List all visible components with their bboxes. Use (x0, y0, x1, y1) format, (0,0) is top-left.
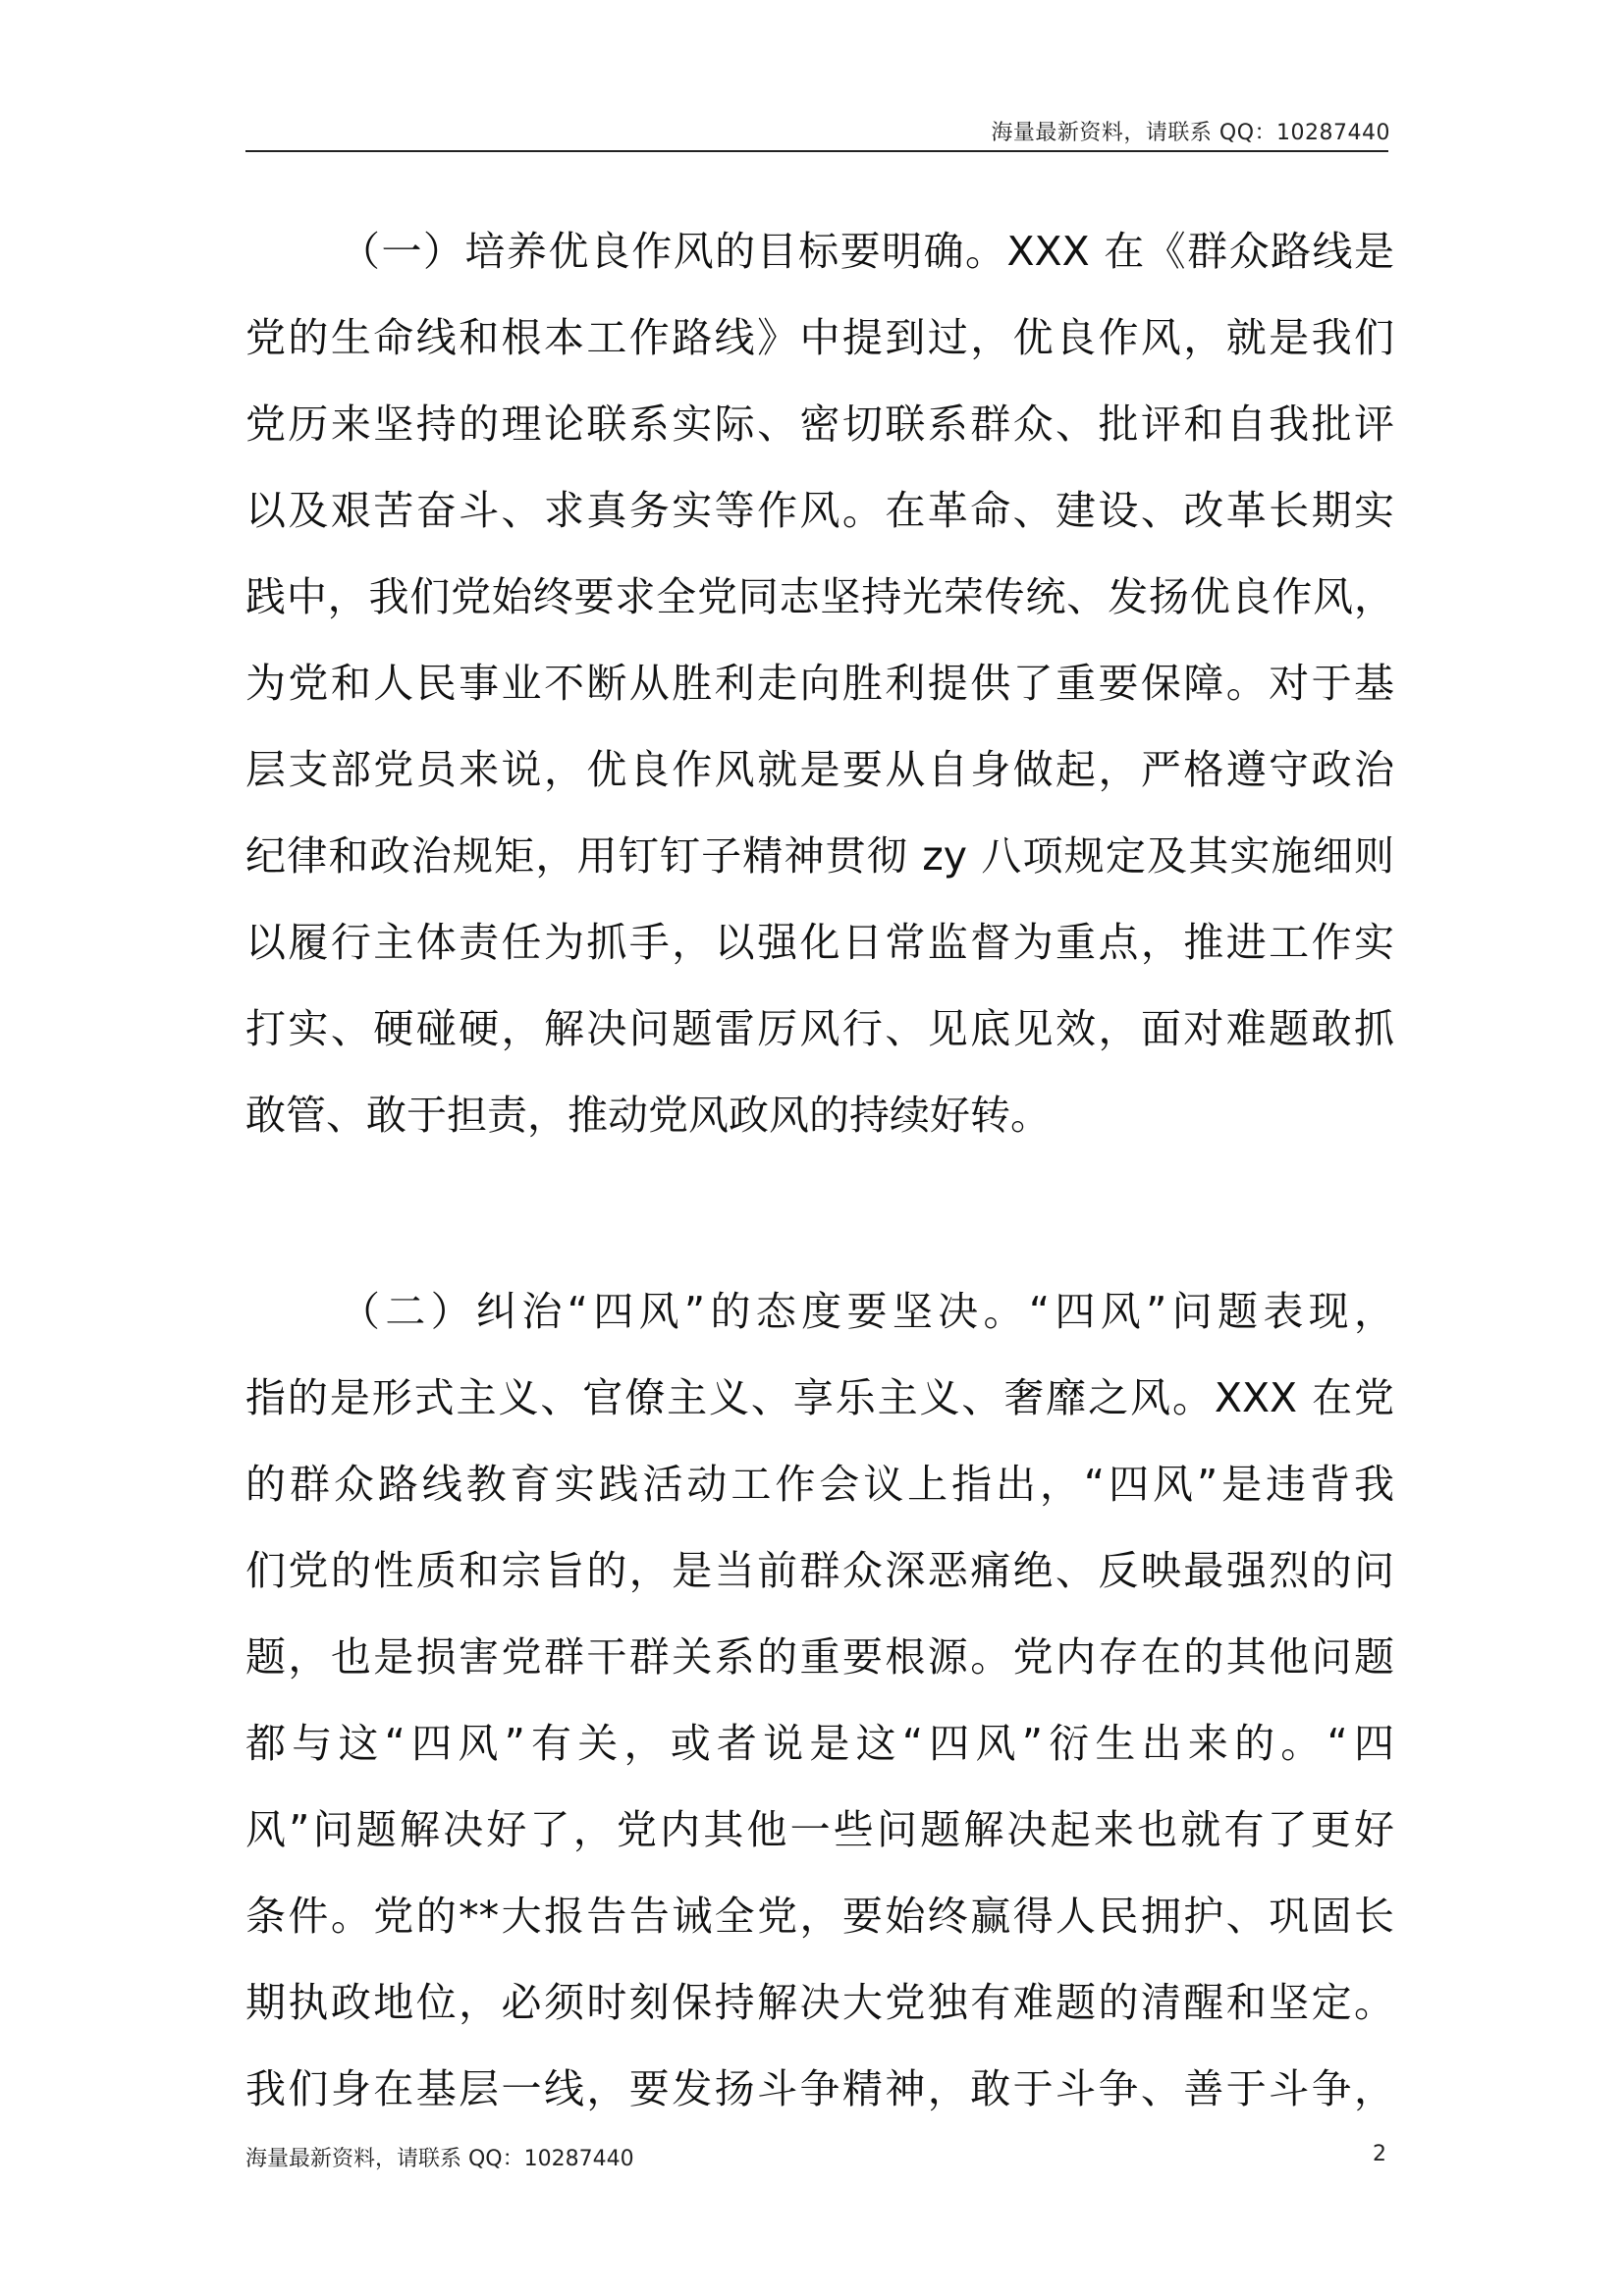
paragraph-spacer (245, 1158, 1394, 1268)
paragraph-line: 敢管、敢于担责，推动党风政风的持续好转。 (245, 1092, 1051, 1139)
paragraph-line: 条件。党的**大报告告诫全党，要始终赢得人民拥护、巩固长 (245, 1893, 1394, 1940)
paragraph-line: （二）纠治“四风”的态度要坚决。“四风”问题表现， (340, 1288, 1394, 1335)
paragraph-line: 纪律和政治规矩，用钉钉子精神贯彻 zy 八项规定及其实施细则 (245, 832, 1394, 880)
paragraph-1 (245, 208, 1394, 1158)
paragraph-line: 以及艰苦奋斗、求真务实等作风。在革命、建设、改革长期实 (245, 487, 1394, 534)
paragraph-line: 题，也是损害党群干群关系的重要根源。党内存在的其他问题 (245, 1633, 1394, 1681)
paragraph-line: 指的是形式主义、官僚主义、享乐主义、奢靡之风。XXX 在党 (245, 1374, 1394, 1421)
page-header: 海量最新资料，请联系 QQ：10287440 (991, 121, 1390, 145)
paragraph-line: 我们身在基层一线，要发扬斗争精神，敢于斗争、善于斗争， (245, 2065, 1394, 2112)
paragraph-line: 打实、硬碰硬，解决问题雷厉风行、见底见效，面对难题敢抓 (245, 1005, 1394, 1052)
document-body (245, 208, 1394, 2132)
paragraph-line: 践中，我们党始终要求全党同志坚持光荣传统、发扬优良作风， (245, 573, 1394, 620)
paragraph-line: 以履行主体责任为抓手，以强化日常监督为重点，推进工作实 (245, 919, 1394, 966)
paragraph-line: 党的生命线和根本工作路线》中提到过，优良作风，就是我们 (245, 314, 1394, 361)
paragraph-line: 的群众路线教育实践活动工作会议上指出，“四风”是违背我 (245, 1461, 1394, 1508)
paragraph-2 (245, 1268, 1394, 2132)
paragraph-line: 党历来坚持的理论联系实际、密切联系群众、批评和自我批评 (245, 400, 1394, 448)
header-divider (245, 150, 1388, 152)
paragraph-line: 都与这“四风”有关，或者说是这“四风”衍生出来的。“四 (245, 1720, 1394, 1767)
paragraph-line: 风”问题解决好了，党内其他一些问题解决起来也就有了更好 (245, 1806, 1394, 1853)
paragraph-line: 层支部党员来说，优良作风就是要从自身做起，严格遵守政治 (245, 746, 1394, 793)
paragraph-line: 们党的性质和宗旨的，是当前群众深恶痛绝、反映最强烈的问 (245, 1547, 1394, 1594)
paragraph-line: 期执政地位，必须时刻保持解决大党独有难题的清醒和坚定。 (245, 1979, 1394, 2026)
paragraph-line: （一）培养优良作风的目标要明确。XXX 在《群众路线是 (340, 228, 1394, 275)
page-number: 2 (1373, 2142, 1386, 2166)
page-footer: 海量最新资料，请联系 QQ：10287440 (245, 2147, 634, 2171)
paragraph-line: 为党和人民事业不断从胜利走向胜利提供了重要保障。对于基 (245, 660, 1394, 707)
